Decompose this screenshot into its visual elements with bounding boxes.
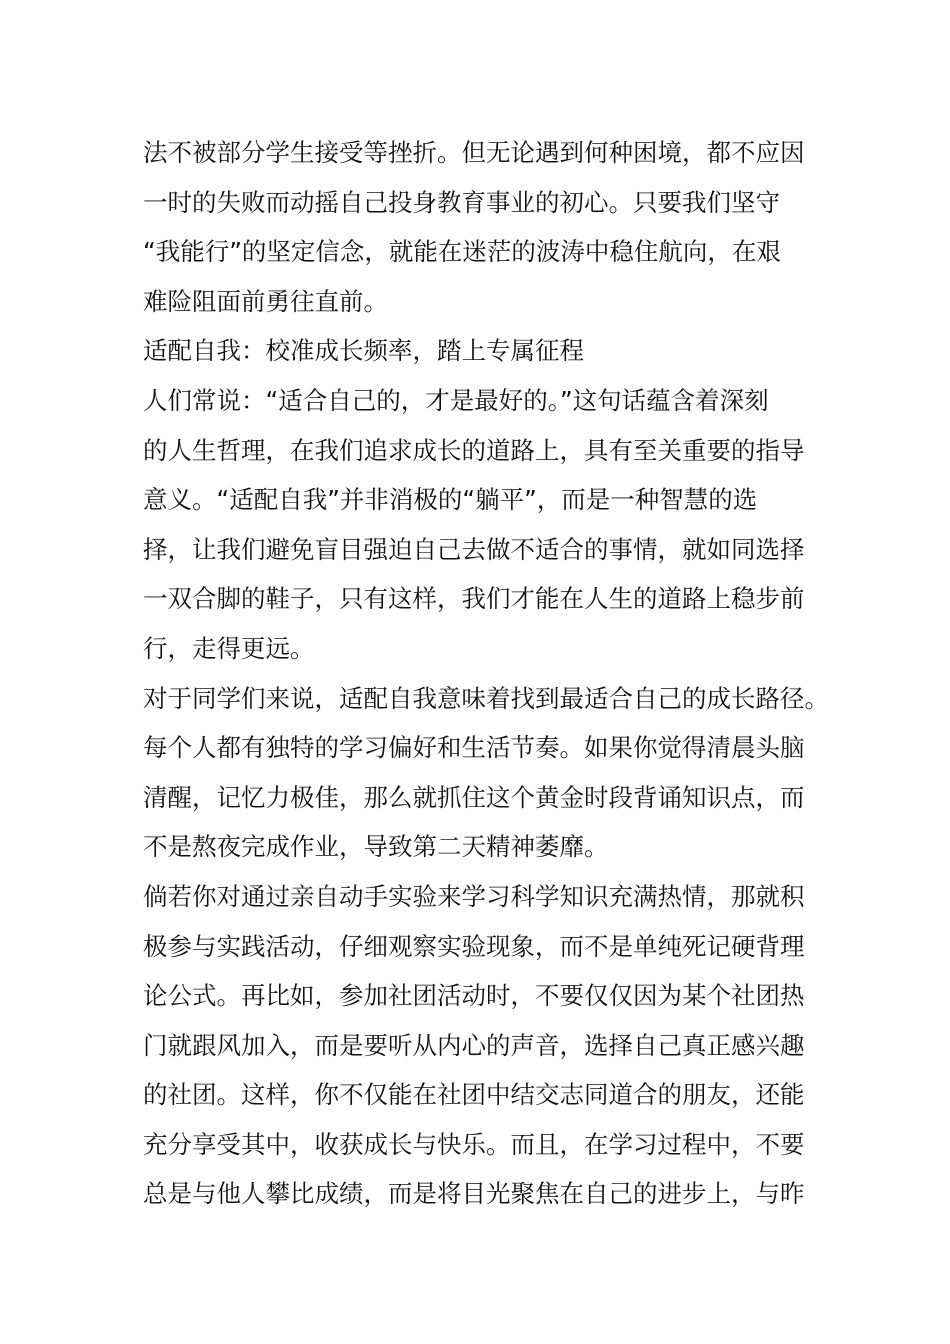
text-line: 的人生哲理，在我们追求成长的道路上，具有至关重要的指导 — [143, 435, 805, 465]
body-text — [143, 128, 843, 1219]
text-line: 意义。“适配自我”并非消极的“躺平”，而是一种智慧的选 — [143, 485, 758, 515]
section-heading: 适配自我：校准成长频率，踏上专属征程 — [143, 336, 584, 366]
text-line: 不是熬夜完成作业，导致第二天精神萎靡。 — [143, 832, 609, 862]
text-line: 行，走得更远。 — [143, 633, 315, 663]
text-line: 论公式。再比如，参加社团活动时，不要仅仅因为某个社团热 — [143, 981, 805, 1011]
text-line: “我能行”的坚定信念，就能在迷茫的波涛中稳住航向，在艰 — [143, 237, 781, 267]
text-line: 人们常说：“适合自己的，才是最好的。”这句话蕴含着深刻 — [143, 385, 769, 415]
text-line: 总是与他人攀比成绩，而是将目光聚焦在自己的进步上，与昨 — [143, 1179, 805, 1209]
text-line: 门就跟风加入，而是要听从内心的声音，选择自己真正感兴趣 — [143, 1030, 805, 1060]
text-line: 的社团。这样，你不仅能在社团中结交志同道合的朋友，还能 — [143, 1080, 805, 1110]
text-line: 一时的失败而动摇自己投身教育事业的初心。只要我们坚守 — [143, 187, 780, 217]
text-line: 充分享受其中，收获成长与快乐。而且，在学习过程中，不要 — [143, 1129, 805, 1159]
text-line: 对于同学们来说，适配自我意味着找到最适合自己的成长路径。 — [143, 683, 829, 713]
text-line: 极参与实践活动，仔细观察实验现象，而不是单纯死记硬背理 — [143, 931, 805, 961]
text-line: 每个人都有独特的学习偏好和生活节奏。如果你觉得清晨头脑 — [143, 733, 805, 763]
text-line: 清醒，记忆力极佳，那么就抓住这个黄金时段背诵知识点，而 — [143, 782, 805, 812]
text-line: 法不被部分学生接受等挫折。但无论遇到何种困境，都不应因 — [143, 138, 805, 167]
text-line: 倘若你对通过亲自动手实验来学习科学知识充满热情，那就积 — [143, 881, 805, 911]
text-line: 择，让我们避免盲目强迫自己去做不适合的事情，就如同选择 — [143, 534, 805, 564]
text-line: 难险阻面前勇往直前。 — [143, 286, 388, 316]
text-line: 一双合脚的鞋子，只有这样，我们才能在人生的道路上稳步前 — [143, 584, 805, 614]
